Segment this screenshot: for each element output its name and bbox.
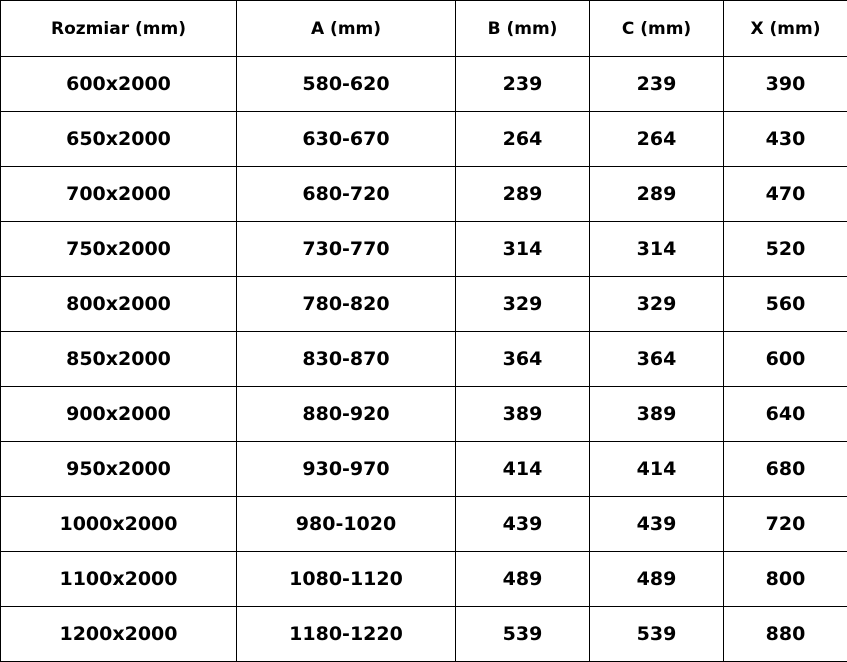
cell-x: 470: [724, 167, 847, 222]
cell-x: 520: [724, 222, 847, 277]
cell-x: 390: [724, 57, 847, 112]
column-header-rozmiar: Rozmiar (mm): [1, 1, 237, 57]
cell-b: 539: [456, 607, 590, 662]
cell-a: 580-620: [237, 57, 456, 112]
column-header-a: A (mm): [237, 1, 456, 57]
cell-c: 389: [590, 387, 724, 442]
column-header-b: B (mm): [456, 1, 590, 57]
table-row: [1, 222, 847, 277]
cell-a: 1080-1120: [237, 552, 456, 607]
cell-a: 680-720: [237, 167, 456, 222]
cell-rozmiar: 600x2000: [1, 57, 237, 112]
cell-b: 389: [456, 387, 590, 442]
table-row: [1, 607, 847, 662]
cell-c: 414: [590, 442, 724, 497]
cell-rozmiar: 950x2000: [1, 442, 237, 497]
cell-x: 560: [724, 277, 847, 332]
table-row: [1, 442, 847, 497]
table-body: [1, 57, 847, 662]
cell-rozmiar: 1100x2000: [1, 552, 237, 607]
cell-rozmiar: 700x2000: [1, 167, 237, 222]
cell-c: 329: [590, 277, 724, 332]
cell-a: 1180-1220: [237, 607, 456, 662]
cell-rozmiar: 650x2000: [1, 112, 237, 167]
table-row: [1, 332, 847, 387]
cell-a: 880-920: [237, 387, 456, 442]
cell-rozmiar: 900x2000: [1, 387, 237, 442]
cell-c: 539: [590, 607, 724, 662]
table-row: [1, 552, 847, 607]
table-row: [1, 112, 847, 167]
cell-rozmiar: 850x2000: [1, 332, 237, 387]
cell-x: 600: [724, 332, 847, 387]
cell-c: 264: [590, 112, 724, 167]
cell-rozmiar: 1200x2000: [1, 607, 237, 662]
cell-x: 720: [724, 497, 847, 552]
table-row: [1, 167, 847, 222]
cell-b: 364: [456, 332, 590, 387]
cell-x: 430: [724, 112, 847, 167]
cell-c: 439: [590, 497, 724, 552]
table-row: [1, 497, 847, 552]
cell-a: 930-970: [237, 442, 456, 497]
cell-a: 980-1020: [237, 497, 456, 552]
cell-rozmiar: 750x2000: [1, 222, 237, 277]
cell-c: 314: [590, 222, 724, 277]
cell-a: 630-670: [237, 112, 456, 167]
cell-a: 730-770: [237, 222, 456, 277]
table-row: [1, 57, 847, 112]
cell-c: 239: [590, 57, 724, 112]
cell-b: 264: [456, 112, 590, 167]
cell-a: 830-870: [237, 332, 456, 387]
table-header-row: [1, 1, 847, 57]
column-header-x: X (mm): [724, 1, 847, 57]
cell-x: 640: [724, 387, 847, 442]
cell-b: 314: [456, 222, 590, 277]
cell-rozmiar: 800x2000: [1, 277, 237, 332]
cell-b: 289: [456, 167, 590, 222]
cell-c: 489: [590, 552, 724, 607]
table-row: [1, 277, 847, 332]
cell-x: 680: [724, 442, 847, 497]
cell-b: 439: [456, 497, 590, 552]
cell-x: 800: [724, 552, 847, 607]
cell-c: 289: [590, 167, 724, 222]
table-header: [1, 1, 847, 57]
cell-b: 414: [456, 442, 590, 497]
column-header-c: C (mm): [590, 1, 724, 57]
cell-b: 489: [456, 552, 590, 607]
cell-a: 780-820: [237, 277, 456, 332]
cell-x: 880: [724, 607, 847, 662]
table-row: [1, 387, 847, 442]
cell-b: 329: [456, 277, 590, 332]
cell-b: 239: [456, 57, 590, 112]
cell-rozmiar: 1000x2000: [1, 497, 237, 552]
cell-c: 364: [590, 332, 724, 387]
